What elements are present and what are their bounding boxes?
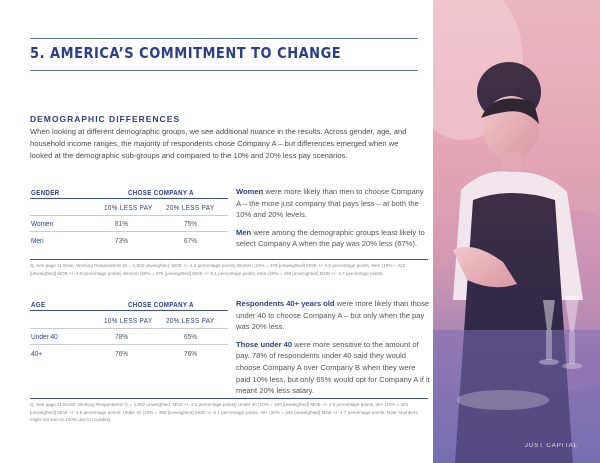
finding-emphasis: Respondents 40+ years old — [236, 299, 335, 308]
finding-text: were more sensitive to the amount of pay. 78% of respondents under 40 said they would choose Company A over Company B when they were paid 10% less, but only 65% would opt for Company A if it meant 20% less salary. — [236, 339, 430, 396]
age-row-label: Under 40 — [31, 332, 58, 341]
age-row-rule — [30, 344, 228, 345]
intro-paragraph: When looking at different demographic groups, we see additional nuance in the results. Across gender, age, and household income ranges, the majority of respondents chose Company A – but differences emerged when we looked at the demographic sub-groups and compared to the 10% and 20% less pay scenarios. — [30, 127, 407, 161]
age-finding — [236, 339, 430, 397]
age-sub-rule — [30, 328, 228, 329]
gender-sub-rule — [30, 215, 228, 216]
age-footnote-rule — [30, 398, 428, 399]
title-top-rule — [30, 38, 418, 39]
finding-emphasis: Those under 40 — [236, 339, 293, 349]
page-title: 5. AMERICA’S COMMITMENT TO CHANGE — [30, 44, 342, 62]
age-finding — [236, 298, 430, 333]
finding-text: were more likely than men to choose Company A – the more just company that pays less – at both the 10% and 20% levels. — [236, 187, 424, 220]
age-findings — [236, 298, 430, 403]
age-column-label: CHOSE COMPANY A — [128, 300, 194, 309]
gender-header-rule — [30, 198, 228, 199]
age-cell: 76% — [184, 349, 198, 358]
gender-cell: 75% — [184, 219, 198, 228]
gender-sub-20: 20% LESS PAY — [166, 203, 215, 212]
gender-finding — [236, 227, 430, 250]
finding-emphasis: Men — [236, 227, 252, 237]
finding-text: were more likely than those under 40 to choose Company A – but only when the pay was 20% less. — [236, 299, 430, 332]
woman-working-photo — [433, 0, 600, 463]
age-group-label: AGE — [31, 300, 46, 309]
age-footnote: Q. See page 11 BASE: Working Respondents (n = 1,802 unweighted; MOE +/- 3.2 percentage points) Under 40 (10% = 400 [unweighted] MOE +/- 4.9 percentage points, 40+ (10% = 401 [unweighted] MOE +/- 4.9 percentage points; Under 40 (20% = 369 [unweighted] MOE +/- 5.1 percentage points, 40+ (20% = 436 [unweighted] MOE +/- 4.7 percentage points. Note: Numbers might not sum to 100% due to rounding. — [30, 402, 418, 423]
gender-finding — [236, 186, 430, 221]
section-heading: DEMOGRAPHIC DIFFERENCES — [30, 114, 181, 124]
age-cell: 78% — [115, 332, 129, 341]
finding-emphasis: Women — [236, 187, 264, 196]
finding-text: were among the demographic groups least likely to select Company A when the pay was 20% less (67%). — [236, 227, 425, 249]
gender-group-label: GENDER — [31, 188, 60, 197]
gender-footnote: Q. See page 11 Base: Working Respondents (N = 1,802 unweighted; MOE +/- 3.2 percentage points) Women (10% = 379 [unweighted] MOE +/- 5.0 percentage points, Men (10% = 422 [unweighted] MOE +/- 4.8 percentage points) Women (20% = 376 [unweighted] MOE +/- 5.1 percentage points, Men (20% = 430 [unweighted] MOE +/- 4.7 percentage points — [30, 263, 406, 276]
gender-row-label: Men — [31, 236, 44, 245]
age-row-label: 40+ — [31, 349, 43, 358]
gender-cell: 73% — [115, 236, 129, 245]
gender-cell: 67% — [184, 236, 198, 245]
gender-sub-10: 10% LESS PAY — [104, 203, 153, 212]
gender-column-label: CHOSE COMPANY A — [128, 188, 194, 197]
age-header-rule — [30, 310, 228, 311]
title-bottom-rule — [30, 70, 418, 71]
photo-panel — [433, 0, 600, 463]
gender-findings — [236, 186, 430, 256]
gender-footnote-rule — [30, 259, 428, 260]
age-cell: 65% — [184, 332, 198, 341]
gender-row-label: Women — [31, 219, 54, 228]
gender-row-rule — [30, 231, 228, 232]
age-cell: 76% — [115, 349, 129, 358]
age-sub-20: 20% LESS PAY — [166, 316, 215, 325]
age-sub-10: 10% LESS PAY — [104, 316, 153, 325]
photo-corner-text: JUST CAPITAL — [524, 443, 578, 449]
gender-cell: 81% — [115, 219, 129, 228]
